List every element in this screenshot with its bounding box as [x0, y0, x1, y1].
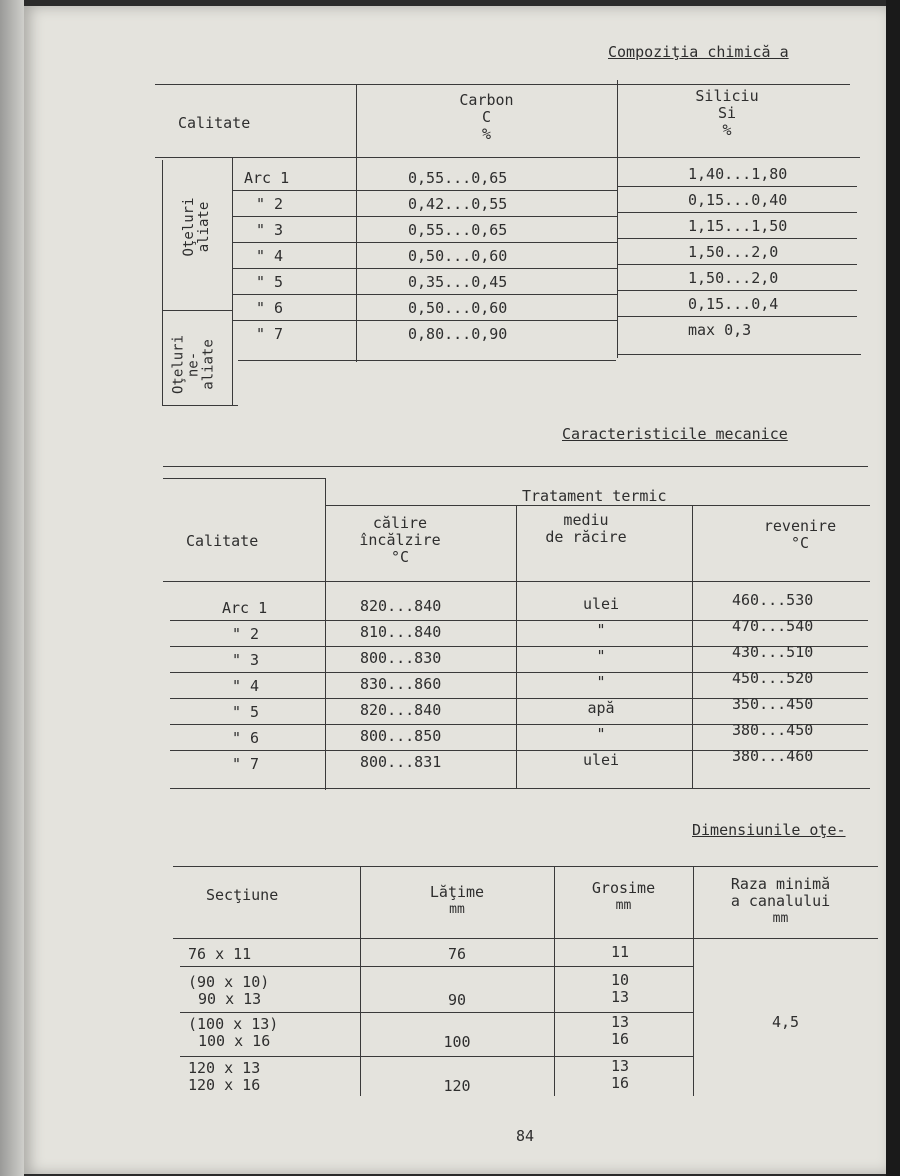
table1-cell-carbon: 0,55...0,65: [408, 169, 508, 187]
table2-cell-revenire: 450...520: [732, 669, 814, 687]
table2-title: Caracteristicile mecanice: [562, 425, 788, 443]
table2-cell-calire: 800...831: [360, 753, 442, 771]
table1-title: Compoziţia chimică a: [608, 43, 789, 61]
table3-raza-value: 4,5: [772, 1013, 800, 1031]
table1-left-edge: [162, 160, 163, 405]
table3-sectiune-line: 120 x 16: [188, 1076, 261, 1094]
table3-header-sectiune: Secţiune: [206, 886, 279, 904]
table2-cell-revenire: 350...450: [732, 695, 814, 713]
table1-cell-carbon: 0,80...0,90: [408, 325, 508, 343]
table1-cell-quality: " 7: [256, 325, 284, 343]
table1-cell-siliciu: 0,15...0,4: [688, 295, 779, 313]
table2-cell-revenire: 470...540: [732, 617, 814, 635]
table2-tratament-rule: [325, 505, 870, 506]
table3-header-grosime: Grosime mm: [591, 879, 656, 913]
table3-sectiune-line: 120 x 13: [188, 1059, 261, 1077]
table3-cell-latime: 100: [443, 1033, 471, 1051]
table2-cell-revenire: 460...530: [732, 591, 814, 609]
table2-cell-mediu: ": [596, 673, 606, 691]
table1-top-rule: [155, 84, 850, 85]
table2-cell-mediu: ": [596, 621, 606, 639]
table1-cell-quality: " 3: [256, 221, 284, 239]
table2-cell-quality: " 2: [232, 625, 260, 643]
table1-row-rule: [232, 216, 617, 217]
table3-grosime-line: 13: [610, 1013, 630, 1031]
table1-row-rule: [232, 242, 617, 243]
table3-cell-grosime: [554, 972, 686, 1006]
table2-header-calire: călire încălzire °C: [359, 514, 441, 566]
table3-header-rule: [173, 938, 878, 939]
table2-cell-mediu: ": [596, 647, 606, 665]
table1-cell-siliciu: 0,15...0,40: [688, 191, 788, 209]
table3-sectiune-line: 90 x 13: [198, 990, 262, 1008]
table1-cell-carbon: 0,35...0,45: [408, 273, 508, 291]
page-edge-right: [886, 0, 900, 1176]
table1-row-rule-right: [617, 238, 857, 239]
table2-cell-mediu: apă: [587, 699, 615, 717]
table2-cell-quality: " 3: [232, 651, 260, 669]
table2-cell-mediu: ulei: [582, 751, 620, 769]
table3-cell-latime: 90: [447, 991, 467, 1009]
table3-title: Dimensiunile oţe-: [692, 821, 846, 839]
table2-header-mediu: mediu de răcire: [545, 511, 627, 546]
table3-row-rule: [180, 966, 693, 967]
page-number: 84: [516, 1127, 535, 1145]
table1-bottom-rule-right: [617, 354, 861, 355]
table3-grosime-line: 13: [610, 1057, 630, 1075]
table2-cell-mediu: ulei: [582, 595, 620, 613]
table1-row-rule: [232, 294, 617, 295]
table3-header-raza: Raza minimă a canalului mm: [730, 875, 831, 926]
table2-cell-mediu: ": [596, 725, 606, 743]
table2-col-divider-1: [325, 478, 326, 790]
table2-header-revenire: revenire °C: [763, 517, 837, 552]
table1-row-rule-right: [617, 186, 857, 187]
table2-cell-quality: " 7: [232, 755, 260, 773]
table3-top-rule: [173, 866, 878, 867]
table2-cell-revenire: 380...450: [732, 721, 814, 739]
table3-cell-latime: 76: [447, 945, 467, 963]
table1-cell-carbon: 0,50...0,60: [408, 247, 508, 265]
table1-header-siliciu: Siliciu Si %: [695, 87, 759, 139]
table3-grosime-line: 11: [610, 943, 630, 961]
table3-cell-latime: 120: [443, 1077, 471, 1095]
table3-cell-sectiune: [188, 974, 269, 1008]
table1-row-rule-right: [617, 264, 857, 265]
table3-header-latime: Lăţime mm: [429, 883, 485, 917]
table1-cell-quality: " 6: [256, 299, 284, 317]
table3-sectiune-line: 100 x 16: [198, 1032, 271, 1050]
table1-cell-siliciu: 1,15...1,50: [688, 217, 788, 235]
table3-cell-sectiune: [188, 1016, 278, 1050]
table2-cell-calire: 820...840: [360, 597, 442, 615]
table2-top-rule: [163, 466, 868, 467]
table3-sectiune-line: (100 x 13): [188, 1015, 279, 1033]
table1-group-aliate: Oţeluri aliate: [181, 197, 212, 257]
table2-cell-quality: Arc 1: [222, 599, 268, 617]
table3-cell-sectiune: [188, 946, 251, 963]
table3-grosime-line: 13: [610, 988, 630, 1006]
table2-cell-quality: " 6: [232, 729, 260, 747]
table3-cell-grosime: [554, 1014, 686, 1048]
table1-cell-quality: " 5: [256, 273, 284, 291]
table2-cell-calire: 800...830: [360, 649, 442, 667]
table3-sectiune-line: (90 x 10): [188, 973, 270, 991]
table2-cell-calire: 810...840: [360, 623, 442, 641]
table1-cell-siliciu: max 0,3: [688, 321, 752, 339]
table1-group-split: [162, 310, 232, 311]
table2-cell-calire: 830...860: [360, 675, 442, 693]
table1-header-carbon: Carbon C %: [459, 91, 514, 143]
table1-cell-siliciu: 1,50...2,0: [688, 269, 779, 287]
table1-cell-carbon: 0,50...0,60: [408, 299, 508, 317]
table2-cell-calire: 800...850: [360, 727, 442, 745]
table3-cell-sectiune: [188, 1060, 260, 1094]
table3-grosime-line: 16: [610, 1030, 630, 1048]
table2-top-rule-left: [163, 478, 325, 479]
table1-row-rule-right: [617, 290, 857, 291]
table2-cell-quality: " 5: [232, 703, 260, 721]
table3-cell-grosime: [554, 944, 686, 961]
table1-row-rule-right: [617, 316, 857, 317]
table3-cell-grosime: [554, 1058, 686, 1092]
table2-header-tratament: Tratament termic: [522, 487, 667, 505]
table2-cell-quality: " 4: [232, 677, 260, 695]
table3-grosime-line: 10: [610, 971, 630, 989]
table1-header-calitate: Calitate: [178, 114, 251, 132]
table3-sectiune-line: 76 x 11: [188, 945, 252, 963]
table1-cell-siliciu: 1,40...1,80: [688, 165, 788, 183]
table2-bottom-rule: [170, 788, 870, 789]
table1-cell-carbon: 0,42...0,55: [408, 195, 508, 213]
table1-cell-carbon: 0,55...0,65: [408, 221, 508, 239]
table1-cell-siliciu: 1,50...2,0: [688, 243, 779, 261]
table1-row-rule: [232, 190, 617, 191]
table1-row-rule: [232, 268, 617, 269]
table1-bottom-rule: [238, 360, 616, 361]
table1-cell-quality: " 2: [256, 195, 284, 213]
table1-cell-quality: Arc 1: [244, 169, 290, 187]
table1-header-rule: [155, 157, 860, 158]
table2-cell-revenire: 380...460: [732, 747, 814, 765]
table2-cell-revenire: 430...510: [732, 643, 814, 661]
page-edge-left: [0, 0, 24, 1176]
table2-cell-calire: 820...840: [360, 701, 442, 719]
table1-row-rule: [232, 320, 617, 321]
table1-group-nealiate: Oţeluri ne- aliate: [170, 335, 217, 395]
table1-row-rule-right: [617, 212, 857, 213]
table1-group-divider: [232, 157, 233, 405]
table3-grosime-line: 16: [610, 1074, 630, 1092]
table1-cell-quality: " 4: [256, 247, 284, 265]
table2-header-calitate: Calitate: [186, 532, 259, 550]
